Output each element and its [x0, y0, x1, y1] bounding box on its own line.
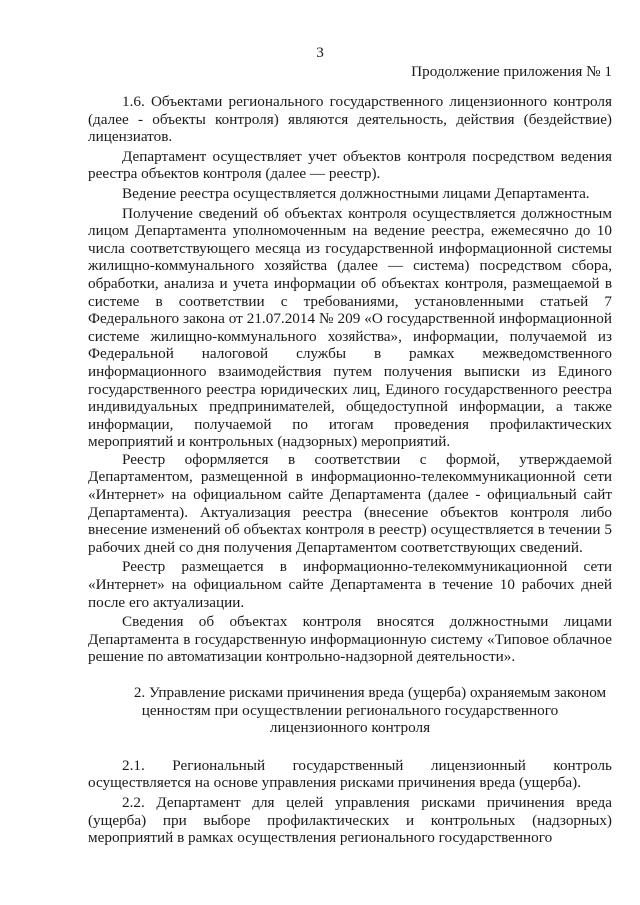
document-body [88, 93, 612, 847]
section-heading-line-2: ценностям при осуществлении регионального государственного [141, 701, 559, 719]
paragraph-registry-publication: Реестр размещается в информационно-телекоммуникационной сети «Интернет» на официальном сайте Департамента в течение 10 рабочих дней после его актуализации. [88, 558, 612, 611]
paragraph-2-2: 2.2. Департамент для целей управления рисками причинения вреда (ущерба) при выборе профилактических и контрольных (надзорных) мероприятий в рамках осуществления регионального государственного [88, 793, 612, 847]
section-heading-line-1: 2. Управление рисками причинения вреда (ущерба) охраняемым законом [133, 684, 607, 701]
paragraph-registry-accounting: Департамент осуществляет учет объектов контроля посредством ведения реестра объектов контроля (далее — реестр). [88, 147, 612, 183]
page-number: 3 [316, 44, 324, 61]
section-heading-line-3: лицензионного контроля [269, 719, 431, 737]
paragraph-data-collection: Получение сведений об объектах контроля осуществляется должностным лицом Департамента уполномоченным на ведение реестра, ежемесячно до 10 числа соответствующего месяца из государственной информационной системы жилищно-коммунального хозяйства (далее — система) посредством сбора, обработки, анализа и учета информации об объектах контроля, размещаемой в системе в соответствии с требованиями, установленными статьей 7 Федерального закона от 21.07.2014 № 209 «О государственной информационной системе жилищно-коммунального хозяйства», информации, получаемой из Федеральной налоговой службы в рамках межведомственного информационного взаимодействия путем получения выписки из Единого государственного реестра юридических лиц, Единого государственного реестра индивидуальных предпринимателей, общедоступной информации, а также информации, получаемой по итогам проведения профилактических мероприятий и контрольных (надзорных) мероприятий. [88, 204, 612, 451]
paragraph-2-1: 2.1. Региональный государственный лицензионный контроль осуществляется на основе управления рисками причинения вреда (ущерба). [88, 756, 612, 792]
annex-continuation-label: Продолжение приложения № 1 [411, 63, 612, 80]
paragraph-registry-form: Реестр оформляется в соответствии с формой, утверждаемой Департаментом, размещенной в информационно-телекоммуникационной сети «Интернет» на официальном сайте Департамента (далее - официальный сайт Департамента). Актуализация реестра (внесение объектов контроля либо внесение изменений об объектах контроля в реестр) осуществляется в течении 5 рабочих дней со дня получения Департаментом соответствующих сведений. [88, 450, 612, 556]
paragraph-1-6: 1.6. Объектами регионального государственного лицензионного контроля (далее - объекты контроля) являются деятельность, действия (бездействие) лицензиатов. [88, 93, 612, 146]
section-2-heading [88, 684, 612, 737]
paragraph-information-system: Сведения об объектах контроля вносятся должностными лицами Департамента в государственную информационную систему «Типовое облачное решение по автоматизации контрольно-надзорной деятельности». [88, 613, 612, 666]
paragraph-registry-maintenance: Ведение реестра осуществляется должностными лицами Департамента. [122, 184, 590, 202]
